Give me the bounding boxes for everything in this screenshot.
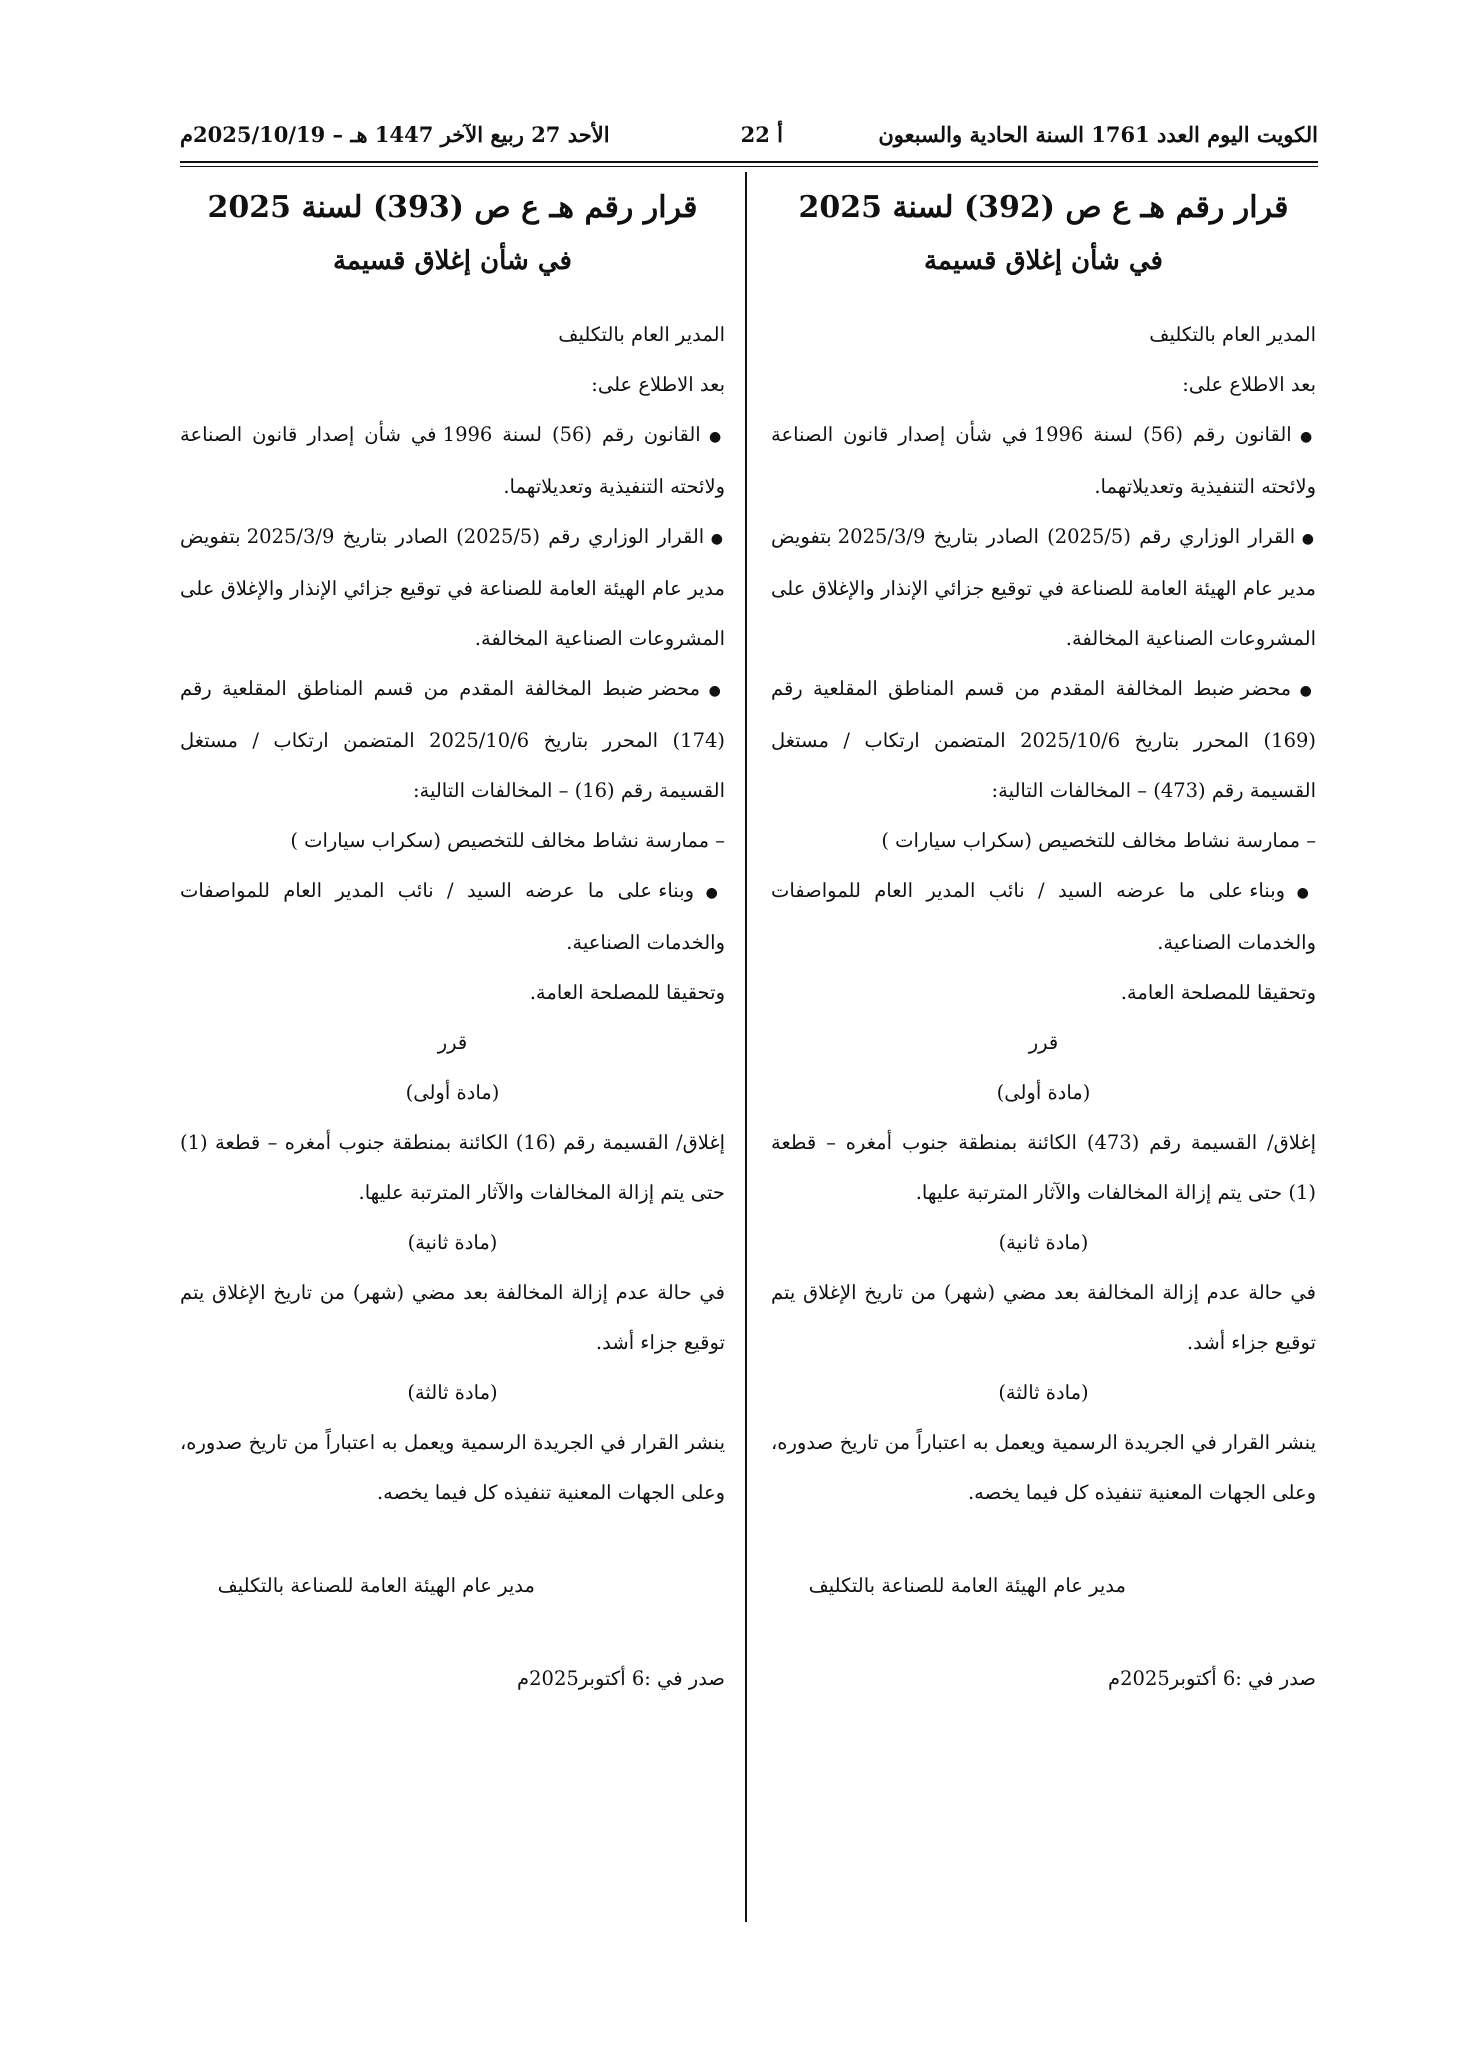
bullet-icon: ●: [1295, 531, 1316, 547]
reference-item: ● القرار الوزاري رقم (2025/5) الصادر بتاريخ 2025/3/9 بتفويض مدير عام الهيئة العامة للصناعة في توقيع جزائي الإنذار والإغلاق على المشروعات الصناعية المخالفة.: [771, 525, 1316, 650]
bullet-icon: ●: [1291, 683, 1316, 699]
reference-item: ● القرار الوزاري رقم (2025/5) الصادر بتاريخ 2025/3/9 بتفويض مدير عام الهيئة العامة للصناعة في توقيع جزائي الإنذار والإغلاق على المشروعات الصناعية المخالفة.: [180, 525, 725, 650]
violation-item: – ممارسة نشاط مخالف للتخصيص (سكراب سيارات ): [881, 829, 1316, 852]
reference-item: ● وبناء على ما عرضه السيد / نائب المدير العام للمواصفات والخدمات الصناعية.: [180, 879, 726, 954]
signature-line: مدير عام الهيئة العامة للصناعة بالتكليف: [808, 1574, 1126, 1597]
preamble-line: بعد الاطلاع على:: [591, 373, 725, 396]
bullet-icon: ●: [700, 429, 725, 445]
issued-date: صدر في :6 أكتوبر2025م: [517, 1667, 725, 1690]
bullet-icon: ●: [1285, 885, 1317, 901]
decided-heading: قرر: [437, 1031, 468, 1054]
preamble-line: بعد الاطلاع على:: [1182, 373, 1316, 396]
decision-392-column: [771, 178, 1316, 1690]
issued-date: صدر في :6 أكتوبر2025م: [1108, 1667, 1316, 1690]
reference-item: ● القانون رقم (56) لسنة 1996 في شأن إصدار قانون الصناعة ولائحته التنفيذية وتعديلاتهما.: [771, 423, 1316, 498]
page-number: أ 22: [740, 122, 783, 147]
article-1-title: (مادة أولى): [405, 1081, 500, 1104]
column-divider: [745, 172, 747, 1922]
article-1-text: إغلاق/ القسيمة رقم (16) الكائنة بمنطقة جنوب أمغره – قطعة (1) حتى يتم إزالة المخالفات والآثار المترتبة عليها.: [180, 1131, 725, 1204]
bullet-icon: ●: [700, 683, 725, 699]
article-3-title: (مادة ثالثة): [998, 1381, 1089, 1404]
article-3-text: ينشر القرار في الجريدة الرسمية ويعمل به اعتباراً من تاريخ صدوره، وعلى الجهات المعنية تنفيذه كل فيما يخصه.: [180, 1431, 725, 1504]
issuer-line: المدير العام بالتكليف: [558, 323, 725, 346]
bullet-icon: ●: [694, 885, 726, 901]
violation-item: – ممارسة نشاط مخالف للتخصيص (سكراب سيارات ): [290, 829, 725, 852]
article-2-title: (مادة ثانية): [407, 1231, 498, 1254]
decision-393-column: [180, 178, 725, 1690]
article-1-text: إغلاق/ القسيمة رقم (473) الكائنة بمنطقة جنوب أمغره – قطعة (1) حتى يتم إزالة المخالفات والآثار المترتبة عليها.: [771, 1131, 1316, 1204]
article-3-title: (مادة ثالثة): [407, 1381, 498, 1404]
header-rule-thin: [180, 166, 1318, 167]
page-header: [180, 118, 1318, 158]
reference-item: ● محضر ضبط المخالفة المقدم من قسم المناطق المقلعية رقم (174) المحرر بتاريخ 2025/10/6 المتضمن ارتكاب / مستغل القسيمة رقم (16) – المخالفات التالية:: [180, 677, 725, 802]
reference-item: ● وبناء على ما عرضه السيد / نائب المدير العام للمواصفات والخدمات الصناعية.: [771, 879, 1317, 954]
article-2-text: في حالة عدم إزالة المخالفة بعد مضي (شهر) من تاريخ الإغلاق يتم توقيع جزاء أشد.: [771, 1281, 1316, 1354]
public-interest-line: وتحقيقا للمصلحة العامة.: [1120, 981, 1316, 1004]
article-3-text: ينشر القرار في الجريدة الرسمية ويعمل به اعتباراً من تاريخ صدوره، وعلى الجهات المعنية تنفيذه كل فيما يخصه.: [771, 1431, 1316, 1504]
reference-item: ● القانون رقم (56) لسنة 1996 في شأن إصدار قانون الصناعة ولائحته التنفيذية وتعديلاتهما.: [180, 423, 725, 498]
decision-subtitle: في شأن إغلاق قسيمة: [332, 246, 572, 276]
gazette-issue-info: الكويت اليوم العدد 1761 السنة الحادية والسبعون: [878, 122, 1318, 147]
signature-line: مدير عام الهيئة العامة للصناعة بالتكليف: [217, 1574, 535, 1597]
issue-date: الأحد 27 ربيع الآخر 1447 هـ – 2025/10/19م: [180, 122, 610, 147]
decision-title: قرار رقم هـ ع ص (392) لسنة 2025: [798, 190, 1289, 225]
reference-item: ● محضر ضبط المخالفة المقدم من قسم المناطق المقلعية رقم (169) المحرر بتاريخ 2025/10/6 المتضمن ارتكاب / مستغل القسيمة رقم (473) – المخالفات التالية:: [771, 677, 1316, 802]
bullet-icon: ●: [704, 531, 725, 547]
decision-subtitle: في شأن إغلاق قسيمة: [923, 246, 1163, 276]
decided-heading: قرر: [1028, 1031, 1059, 1054]
article-1-title: (مادة أولى): [996, 1081, 1091, 1104]
decision-title: قرار رقم هـ ع ص (393) لسنة 2025: [207, 190, 698, 225]
public-interest-line: وتحقيقا للمصلحة العامة.: [529, 981, 725, 1004]
article-2-title: (مادة ثانية): [998, 1231, 1089, 1254]
bullet-icon: ●: [1291, 429, 1316, 445]
header-rule-thick: [180, 161, 1318, 163]
article-2-text: في حالة عدم إزالة المخالفة بعد مضي (شهر) من تاريخ الإغلاق يتم توقيع جزاء أشد.: [180, 1281, 725, 1354]
issuer-line: المدير العام بالتكليف: [1149, 323, 1316, 346]
